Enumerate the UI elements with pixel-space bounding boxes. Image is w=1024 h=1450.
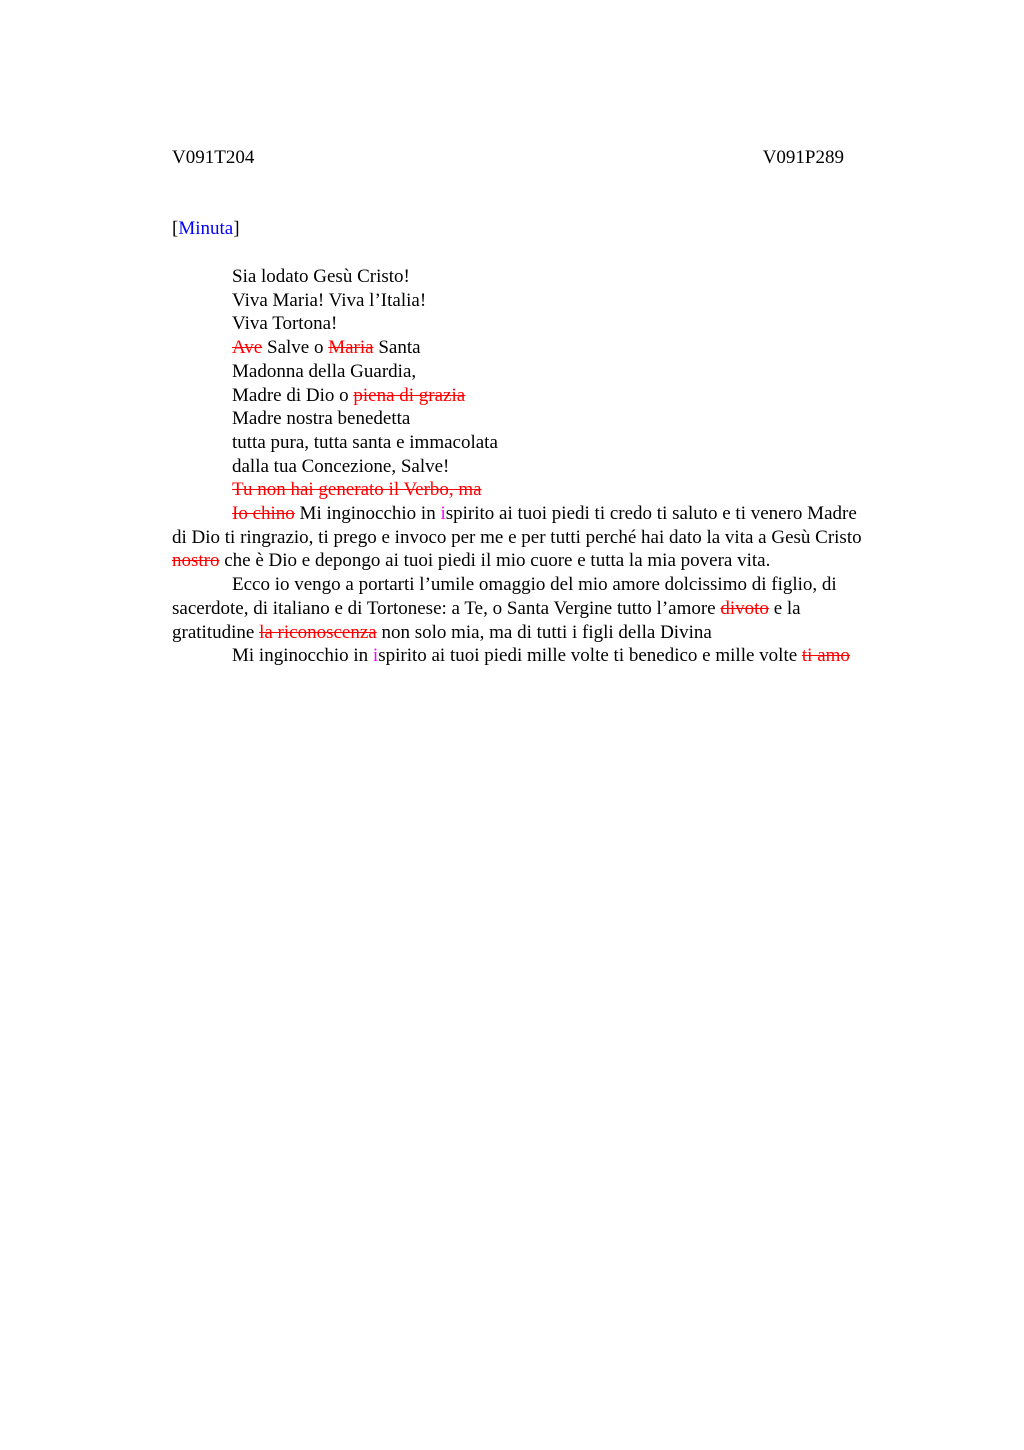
deleted-text: Tu non hai generato il Verbo, ma	[232, 479, 482, 501]
minuta-label	[172, 217, 240, 241]
deleted-text: piena di grazia	[353, 384, 466, 406]
inserted-letter: i	[440, 503, 446, 524]
deleted-text: Io chino	[232, 503, 295, 524]
paragraph-text: e la	[768, 597, 801, 619]
paragraph-line: Ecco io vengo a portarti l’umile omaggio del mio amore dolcissimo di figlio, di	[232, 574, 837, 596]
verse-text: Salve o	[262, 337, 329, 359]
verse-line: tutta pura, tutta santa e immacolata	[232, 431, 498, 453]
paragraph-text: spirito ai tuoi piedi ti credo ti saluto e ti venero Madre	[445, 503, 857, 524]
paragraph-line	[172, 597, 924, 621]
paragraph-text: spirito ai tuoi piedi mille volte ti benedico e mille volte	[378, 645, 802, 667]
paragraph-line	[172, 549, 924, 573]
verse-line: Sia lodato Gesù Cristo!	[232, 266, 410, 287]
verse-line	[232, 478, 498, 502]
paragraph-text: non solo mia, ma di tutti i figli della Divina	[376, 621, 712, 643]
verse-text: Santa	[373, 337, 421, 359]
paragraph-text: che è Dio e depongo ai tuoi piedi il mio cuore e tutta la mia povera vita.	[219, 550, 771, 572]
deleted-text: la riconoscenza	[259, 621, 377, 643]
paragraph-line	[172, 502, 924, 526]
verse-line: Madonna della Guardia,	[232, 360, 417, 382]
document-code-right: V091P289	[762, 147, 844, 168]
paragraph-line	[172, 621, 924, 645]
minuta-close-bracket: ]	[233, 218, 240, 239]
minuta-text: Minuta	[178, 218, 234, 239]
paragraph-text: gratitudine	[172, 621, 260, 643]
paragraph-text: Mi inginocchio in	[294, 503, 441, 524]
paragraph-line	[172, 644, 924, 668]
deleted-text: Maria	[328, 337, 374, 359]
verse-line: Madre nostra benedetta	[232, 408, 411, 430]
verse-line	[232, 384, 498, 408]
verse-block	[232, 265, 498, 502]
verse-line: dalla tua Concezione, Salve!	[232, 455, 450, 477]
verse-text: Madre di Dio o	[232, 384, 354, 406]
deleted-text: divoto	[720, 597, 769, 619]
deleted-text: Ave	[232, 337, 263, 359]
inserted-letter: i	[372, 645, 379, 667]
paragraph-text: Mi inginocchio in	[232, 645, 373, 667]
paragraph-text: sacerdote, di italiano e di Tortonese: a Te, o Santa Vergine tutto l’amore	[172, 597, 721, 619]
paragraph-line: di Dio ti ringrazio, ti prego e invoco per me e per tutti perché hai dato la vita a Gesù Cristo	[172, 526, 862, 548]
deleted-text: nostro	[172, 550, 220, 572]
verse-line	[232, 336, 498, 360]
deleted-text: ti amo	[801, 645, 850, 667]
verse-line: Viva Tortona!	[232, 313, 338, 335]
document-code-left: V091T204	[172, 147, 255, 168]
prose-block	[172, 502, 924, 668]
minuta-open-bracket: [	[172, 218, 179, 239]
verse-line: Viva Maria! Viva l’Italia!	[232, 289, 427, 311]
